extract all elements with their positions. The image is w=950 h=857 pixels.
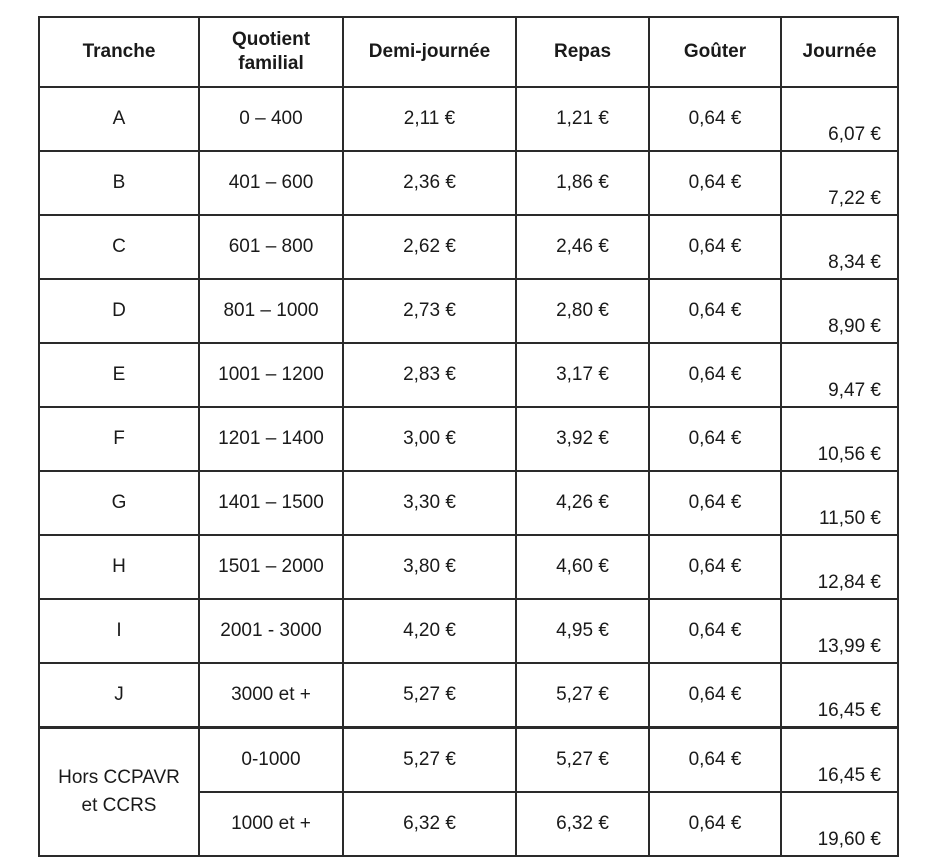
table-row [39,471,898,535]
cell-gouter: 0,64 € [649,599,781,663]
cell-journee: 10,56 € [781,407,898,471]
header-row [39,17,898,87]
cell-repas: 4,60 € [516,535,649,599]
cell-journee: 11,50 € [781,471,898,535]
cell-quotient: 1401 – 1500 [199,471,343,535]
cell-gouter: 0,64 € [649,279,781,343]
cell-repas: 1,86 € [516,151,649,215]
header-gouter: Goûter [649,17,781,87]
tarifs-table [38,16,899,857]
cell-journee: 6,07 € [781,87,898,151]
cell-demi-journee: 2,83 € [343,343,516,407]
cell-tranche: I [39,599,199,663]
cell-repas: 2,46 € [516,215,649,279]
cell-demi-journee: 2,11 € [343,87,516,151]
cell-repas: 4,26 € [516,471,649,535]
cell-repas: 5,27 € [516,728,649,793]
cell-gouter: 0,64 € [649,792,781,856]
cell-gouter: 0,64 € [649,471,781,535]
cell-quotient: 1201 – 1400 [199,407,343,471]
cell-quotient: 801 – 1000 [199,279,343,343]
cell-tranche: G [39,471,199,535]
cell-demi-journee: 2,36 € [343,151,516,215]
cell-tranche: C [39,215,199,279]
cell-demi-journee: 3,00 € [343,407,516,471]
cell-quotient: 2001 - 3000 [199,599,343,663]
cell-repas: 1,21 € [516,87,649,151]
cell-tranche: F [39,407,199,471]
table-row [39,215,898,279]
cell-journee: 9,47 € [781,343,898,407]
table-row [39,663,898,728]
table-row [39,343,898,407]
cell-demi-journee: 3,80 € [343,535,516,599]
cell-repas: 6,32 € [516,792,649,856]
cell-tranche-hors [39,728,199,857]
cell-quotient: 1001 – 1200 [199,343,343,407]
cell-repas: 3,92 € [516,407,649,471]
cell-demi-journee: 5,27 € [343,728,516,793]
cell-demi-journee: 2,73 € [343,279,516,343]
cell-demi-journee: 6,32 € [343,792,516,856]
hors-line2: et CCRS [81,795,157,816]
table-row [39,87,898,151]
cell-gouter: 0,64 € [649,151,781,215]
table-row [39,535,898,599]
cell-gouter: 0,64 € [649,215,781,279]
cell-journee: 13,99 € [781,599,898,663]
cell-quotient: 1501 – 2000 [199,535,343,599]
table-row-hors [39,728,898,793]
cell-repas: 3,17 € [516,343,649,407]
cell-quotient: 601 – 800 [199,215,343,279]
hors-line1: Hors CCPAVR [58,767,180,788]
cell-journee: 12,84 € [781,535,898,599]
cell-quotient: 0 – 400 [199,87,343,151]
cell-quotient: 0-1000 [199,728,343,793]
cell-gouter: 0,64 € [649,728,781,793]
cell-demi-journee: 2,62 € [343,215,516,279]
header-quotient-line1: Quotient [231,29,311,50]
header-journee: Journée [781,17,898,87]
cell-demi-journee: 5,27 € [343,663,516,728]
table-row [39,599,898,663]
cell-demi-journee: 3,30 € [343,471,516,535]
cell-repas: 2,80 € [516,279,649,343]
cell-quotient: 1000 et + [199,792,343,856]
header-tranche: Tranche [39,17,199,87]
cell-gouter: 0,64 € [649,663,781,728]
cell-gouter: 0,64 € [649,343,781,407]
table-row [39,279,898,343]
cell-tranche: A [39,87,199,151]
cell-demi-journee: 4,20 € [343,599,516,663]
table-row [39,407,898,471]
cell-repas: 5,27 € [516,663,649,728]
cell-gouter: 0,64 € [649,87,781,151]
cell-journee: 8,90 € [781,279,898,343]
cell-quotient: 401 – 600 [199,151,343,215]
cell-journee: 16,45 € [781,663,898,728]
cell-tranche: B [39,151,199,215]
cell-tranche: E [39,343,199,407]
cell-journee: 7,22 € [781,151,898,215]
header-quotient [199,17,343,87]
cell-tranche: D [39,279,199,343]
cell-journee: 8,34 € [781,215,898,279]
cell-journee: 19,60 € [781,792,898,856]
cell-gouter: 0,64 € [649,407,781,471]
cell-journee: 16,45 € [781,728,898,793]
cell-tranche: H [39,535,199,599]
cell-gouter: 0,64 € [649,535,781,599]
header-quotient-line2: familial [238,53,304,74]
header-demi-journee: Demi-journée [343,17,516,87]
header-repas: Repas [516,17,649,87]
table-row [39,151,898,215]
cell-tranche: J [39,663,199,728]
cell-repas: 4,95 € [516,599,649,663]
cell-quotient: 3000 et + [199,663,343,728]
